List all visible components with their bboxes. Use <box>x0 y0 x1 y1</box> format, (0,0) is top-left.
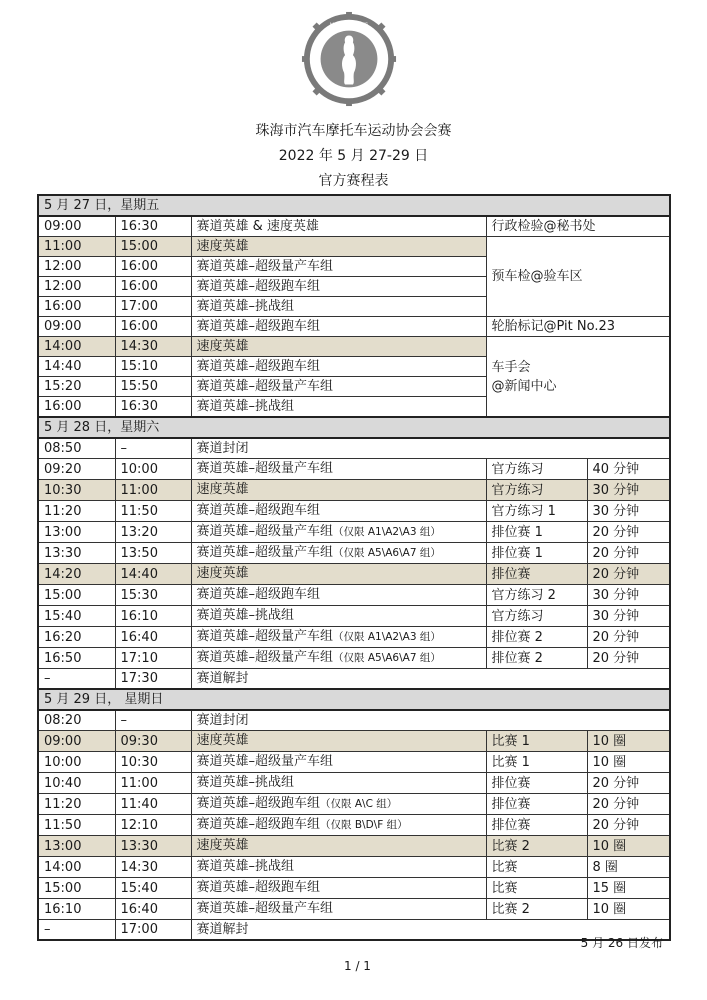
session-type: 官方练习 <box>486 606 587 627</box>
start-time: 16:00 <box>38 397 115 418</box>
session-duration: 20 分钟 <box>587 627 670 648</box>
table-row <box>38 216 670 237</box>
session-type: 排位赛 <box>486 564 587 585</box>
document-title: 官方赛程表 <box>318 173 389 189</box>
session-type: 官方练习 2 <box>486 585 587 606</box>
end-time: 13:50 <box>115 543 191 564</box>
session-type: 排位赛 2 <box>486 648 587 669</box>
day-label: 5 月 29 日， 星期日 <box>38 689 670 710</box>
start-time: 14:40 <box>38 357 115 377</box>
session-type: 排位赛 <box>486 773 587 794</box>
day-header-row <box>38 417 670 438</box>
table-row <box>38 337 670 357</box>
event-name: 速度英雄 <box>191 337 486 357</box>
end-time: 11:50 <box>115 501 191 522</box>
event-name: 赛道英雄 & 速度英雄 <box>191 216 486 237</box>
table-row <box>38 815 670 836</box>
session-duration: 30 分钟 <box>587 606 670 627</box>
event-name: 赛道英雄–超级跑车组 <box>191 585 486 606</box>
start-time: 12:00 <box>38 257 115 277</box>
end-time: 12:10 <box>115 815 191 836</box>
end-time: 16:30 <box>115 397 191 418</box>
end-time: 14:40 <box>115 564 191 585</box>
end-time: 16:40 <box>115 627 191 648</box>
start-time: 11:00 <box>38 237 115 257</box>
table-row <box>38 836 670 857</box>
end-time: 15:50 <box>115 377 191 397</box>
end-time: 16:40 <box>115 899 191 920</box>
end-time: – <box>115 710 191 731</box>
group-restriction: （仅限 A1\A2\A3 组） <box>333 526 441 538</box>
table-row <box>38 606 670 627</box>
end-time: 10:00 <box>115 459 191 480</box>
event-name: 赛道英雄–超级量产车组（仅限 A5\A6\A7 组） <box>191 648 486 669</box>
briefing-line-1: 车手会 <box>491 359 531 375</box>
table-row <box>38 773 670 794</box>
table-row <box>38 480 670 501</box>
event-name: 赛道英雄–超级跑车组 <box>191 878 486 899</box>
end-time: 11:00 <box>115 773 191 794</box>
end-time: 17:10 <box>115 648 191 669</box>
event-name: 赛道英雄–超级跑车组（仅限 A\C 组） <box>191 794 486 815</box>
start-time: 11:20 <box>38 501 115 522</box>
table-row <box>38 627 670 648</box>
start-time: 11:50 <box>38 815 115 836</box>
session-duration: 20 分钟 <box>587 815 670 836</box>
end-time: 16:10 <box>115 606 191 627</box>
event-name: 赛道英雄–超级量产车组（仅限 A1\A2\A3 组） <box>191 522 486 543</box>
session-type: 排位赛 1 <box>486 543 587 564</box>
page-number: 1 / 1 <box>344 959 371 973</box>
end-time: 09:30 <box>115 731 191 752</box>
event-name: 赛道英雄–超级跑车组 <box>191 317 486 337</box>
event-name: 速度英雄 <box>191 480 486 501</box>
event-name: 赛道英雄–超级跑车组 <box>191 277 486 297</box>
table-row <box>38 752 670 773</box>
note-tyre-marking: 轮胎标记@Pit No.23 <box>486 317 670 337</box>
session-duration: 20 分钟 <box>587 543 670 564</box>
start-time: 15:20 <box>38 377 115 397</box>
end-time: 11:40 <box>115 794 191 815</box>
session-duration: 20 分钟 <box>587 564 670 585</box>
session-type: 官方练习 1 <box>486 501 587 522</box>
note-pre-scrutineering: 预车检@验车区 <box>486 237 670 317</box>
event-name: 赛道英雄–超级量产车组 <box>191 377 486 397</box>
event-name: 赛道封闭 <box>191 438 670 459</box>
table-row <box>38 710 670 731</box>
session-type: 比赛 1 <box>486 731 587 752</box>
day-label: 5 月 28 日，星期六 <box>38 417 670 438</box>
table-row <box>38 543 670 564</box>
end-time: 15:10 <box>115 357 191 377</box>
start-time: 16:10 <box>38 899 115 920</box>
session-duration: 40 分钟 <box>587 459 670 480</box>
start-time: 14:20 <box>38 564 115 585</box>
start-time: 15:40 <box>38 606 115 627</box>
session-duration: 10 圈 <box>587 899 670 920</box>
table-row <box>38 459 670 480</box>
table-row <box>38 794 670 815</box>
end-time: 10:30 <box>115 752 191 773</box>
session-duration: 20 分钟 <box>587 648 670 669</box>
end-time: 17:30 <box>115 669 191 690</box>
day3-section <box>38 689 670 940</box>
day-header-row <box>38 195 670 216</box>
event-name: 速度英雄 <box>191 836 486 857</box>
table-row <box>38 857 670 878</box>
session-duration: 8 圈 <box>587 857 670 878</box>
session-duration: 15 圈 <box>587 878 670 899</box>
session-type: 官方练习 <box>486 480 587 501</box>
end-time: 11:00 <box>115 480 191 501</box>
end-time: 16:00 <box>115 257 191 277</box>
table-row <box>38 317 670 337</box>
event-name: 赛道解封 <box>191 920 670 941</box>
start-time: 16:50 <box>38 648 115 669</box>
start-time: 11:20 <box>38 794 115 815</box>
svg-text:MOTORSPORTS: MOTORSPORTS <box>329 22 369 28</box>
start-time: 14:00 <box>38 857 115 878</box>
session-duration: 30 分钟 <box>587 585 670 606</box>
start-time: 08:20 <box>38 710 115 731</box>
start-time: 09:00 <box>38 317 115 337</box>
event-name: 赛道英雄–挑战组 <box>191 606 486 627</box>
start-time: 13:00 <box>38 522 115 543</box>
end-time: 16:30 <box>115 216 191 237</box>
event-name: 赛道英雄–超级量产车组（仅限 A1\A2\A3 组） <box>191 627 486 648</box>
end-time: 16:00 <box>115 277 191 297</box>
start-time: 08:50 <box>38 438 115 459</box>
session-duration: 10 圈 <box>587 752 670 773</box>
session-type: 比赛 1 <box>486 752 587 773</box>
end-time: 14:30 <box>115 337 191 357</box>
event-name: 赛道英雄–超级量产车组（仅限 A5\A6\A7 组） <box>191 543 486 564</box>
start-time: – <box>38 920 115 941</box>
session-type: 官方练习 <box>486 459 587 480</box>
session-duration: 20 分钟 <box>587 522 670 543</box>
day2-section <box>38 417 670 689</box>
start-time: 16:00 <box>38 297 115 317</box>
session-duration: 30 分钟 <box>587 480 670 501</box>
start-time: 13:00 <box>38 836 115 857</box>
session-duration: 20 分钟 <box>587 794 670 815</box>
briefing-line-2: @新闻中心 <box>491 378 557 394</box>
table-row <box>38 899 670 920</box>
note-drivers-briefing <box>486 337 670 418</box>
session-type: 比赛 2 <box>486 899 587 920</box>
table-row <box>38 878 670 899</box>
table-row <box>38 522 670 543</box>
end-time: 15:00 <box>115 237 191 257</box>
end-time: 17:00 <box>115 920 191 941</box>
start-time: 09:00 <box>38 731 115 752</box>
start-time: 16:20 <box>38 627 115 648</box>
group-restriction: （仅限 A5\A6\A7 组） <box>333 547 441 559</box>
event-dates: 2022 年 5 月 27-29 日 <box>278 148 429 164</box>
table-row <box>38 731 670 752</box>
start-time: 12:00 <box>38 277 115 297</box>
start-time: 10:30 <box>38 480 115 501</box>
event-name: 赛道英雄–挑战组 <box>191 857 486 878</box>
schedule-table <box>37 194 671 941</box>
end-time: 13:30 <box>115 836 191 857</box>
table-row <box>38 585 670 606</box>
table-row <box>38 920 670 941</box>
start-time: 10:00 <box>38 752 115 773</box>
end-time: 15:40 <box>115 878 191 899</box>
event-name: 赛道英雄–超级跑车组（仅限 B\D\F 组） <box>191 815 486 836</box>
end-time: – <box>115 438 191 459</box>
event-name: 赛道英雄–挑战组 <box>191 297 486 317</box>
end-time: 13:20 <box>115 522 191 543</box>
day-label: 5 月 27 日，星期五 <box>38 195 670 216</box>
event-name: 赛道解封 <box>191 669 670 690</box>
start-time: 15:00 <box>38 878 115 899</box>
table-row <box>38 648 670 669</box>
event-name: 赛道英雄–挑战组 <box>191 397 486 418</box>
session-duration: 30 分钟 <box>587 501 670 522</box>
start-time: 09:20 <box>38 459 115 480</box>
day-header-row <box>38 689 670 710</box>
session-type: 比赛 2 <box>486 836 587 857</box>
session-duration: 10 圈 <box>587 836 670 857</box>
published-date: 5 月 26 日发布 <box>580 936 663 950</box>
table-row <box>38 237 670 257</box>
end-time: 17:00 <box>115 297 191 317</box>
organizer-title: 珠海市汽车摩托车运动协会会赛 <box>255 123 452 139</box>
session-type: 排位赛 1 <box>486 522 587 543</box>
event-name: 赛道封闭 <box>191 710 670 731</box>
event-name: 赛道英雄–超级跑车组 <box>191 501 486 522</box>
start-time: – <box>38 669 115 690</box>
session-type: 排位赛 <box>486 815 587 836</box>
table-row <box>38 438 670 459</box>
session-type: 比赛 <box>486 857 587 878</box>
session-type: 比赛 <box>486 878 587 899</box>
note-admin-check: 行政检验@秘书处 <box>486 216 670 237</box>
event-name: 赛道英雄–超级量产车组 <box>191 459 486 480</box>
group-restriction: （仅限 A5\A6\A7 组） <box>333 652 441 664</box>
event-name: 赛道英雄–超级量产车组 <box>191 752 486 773</box>
association-logo-icon <box>300 10 398 108</box>
group-restriction: （仅限 A\C 组） <box>320 798 398 810</box>
group-restriction: （仅限 B\D\F 组） <box>320 819 408 831</box>
session-type: 排位赛 <box>486 794 587 815</box>
session-duration: 20 分钟 <box>587 773 670 794</box>
session-duration: 10 圈 <box>587 731 670 752</box>
table-row <box>38 564 670 585</box>
end-time: 15:30 <box>115 585 191 606</box>
start-time: 09:00 <box>38 216 115 237</box>
start-time: 10:40 <box>38 773 115 794</box>
event-name: 赛道英雄–挑战组 <box>191 773 486 794</box>
group-restriction: （仅限 A1\A2\A3 组） <box>333 631 441 643</box>
end-time: 14:30 <box>115 857 191 878</box>
event-name: 赛道英雄–超级量产车组 <box>191 257 486 277</box>
event-name: 赛道英雄–超级量产车组 <box>191 899 486 920</box>
table-row <box>38 501 670 522</box>
end-time: 16:00 <box>115 317 191 337</box>
event-name: 赛道英雄–超级跑车组 <box>191 357 486 377</box>
event-name: 速度英雄 <box>191 731 486 752</box>
table-row <box>38 669 670 690</box>
session-type: 排位赛 2 <box>486 627 587 648</box>
event-name: 速度英雄 <box>191 564 486 585</box>
start-time: 14:00 <box>38 337 115 357</box>
event-name: 速度英雄 <box>191 237 486 257</box>
start-time: 13:30 <box>38 543 115 564</box>
start-time: 15:00 <box>38 585 115 606</box>
